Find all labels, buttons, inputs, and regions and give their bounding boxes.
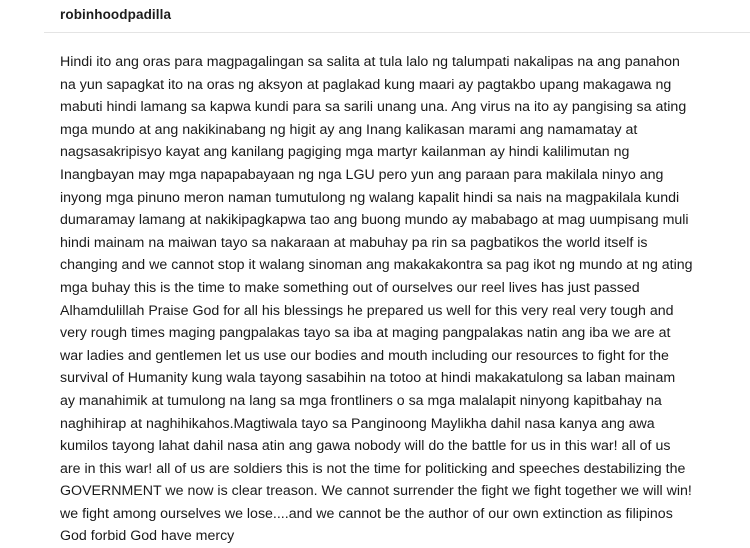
post-body [0,33,750,548]
post-caption-text: Hindi ito ang oras para magpagalingan sa salita at tula lalo ng talumpati nakalipas na ang panahon na yun sapagkat ito na oras ng aksyon at paglakad kung maari ay pagtakbo upang makagawa ng mabuti hindi lamang sa kapwa kundi para sa sarili unang una. Ang virus na ito ay pangising sa ating mga mundo at ang nakikinabang ng higit ay ang Inang kalikasan marami ang namamatay at nagsasakripisyo kayat ang kanilang pagiging mga martyr kailanman ay hindi kalilimutan ng Inangbayan may mga napapabayaan ng nga LGU pero yun ang paraan para makilala ninyo ang inyong mga pinuno meron naman tumutulong ng walang kapalit hindi sa nais na magpakilala kundi dumaramay lamang at nakikipagkapwa tao ang buong mundo ay mababago at mag uumpisang muli hindi mainam na maiwan tayo sa nakaraan at mabuhay pa rin sa pagbatikos the world itself is changing and we cannot stop it walang sinoman ang makakakontra sa pag ikot ng mundo at ng ating mga buhay this is the time to make something out of ourselves our reel lives has just passed Alhamdulillah Praise God for all his blessings he prepared us well for this very real very tough and very rough times maging pangpalakas tayo sa iba at maging pangpalakas natin ang iba we are at war ladies and gentlemen let us use our bodies and mouth including our resources to fight for the survival of Humanity kung wala tayong sasabihin na totoo at hindi makakatulong sa laban mainam ay manahimik at tumulong na lang sa mga frontliners o sa mga malalapit ninyong kapitbahay na naghihirap at naghihikahos.Magtiwala tayo sa Panginoong Maylikha dahil nasa kanya ang awa kumilos tayong lahat dahil nasa atin ang gawa nobody will do the battle for us in this war! all of us are in this war! all of us are soldiers this is not the time for politicking and speeches destabilizing the GOVERNMENT we now is clear treason. We cannot surrender the fight we fight together we will win! we fight among ourselves we lose....and we cannot be the author of our own extinction as filipinos God forbid God have mercy [60,54,697,545]
left-margin-rail [0,0,44,450]
post-header [0,0,750,30]
post-username[interactable]: robinhoodpadilla [60,7,172,22]
